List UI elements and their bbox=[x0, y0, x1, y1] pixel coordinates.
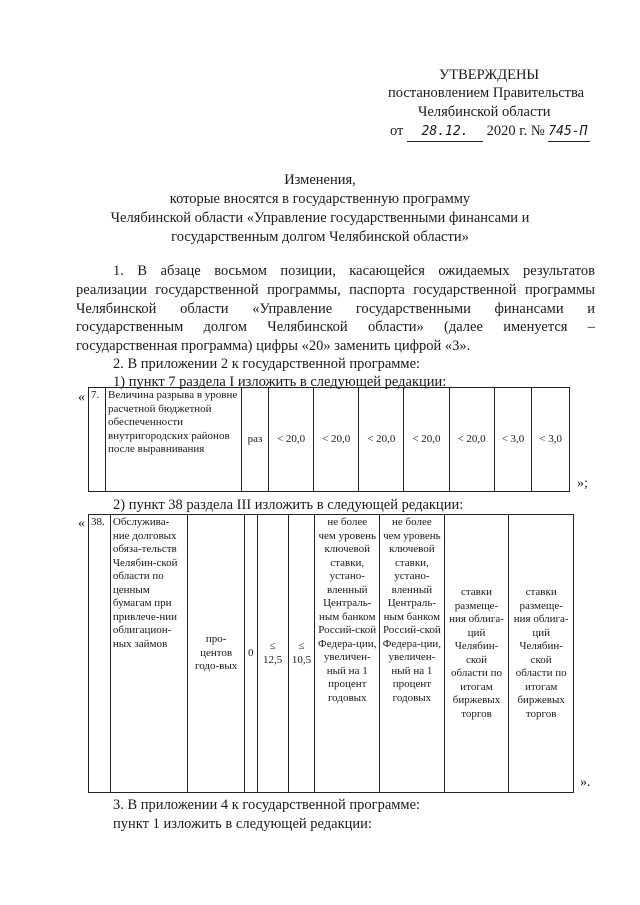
para1-line5: государственная программа) цифры «20» заменить цифрой «3». bbox=[76, 338, 471, 354]
table2-value: ставки размеще-ния облига-ций Челябин-ской области по итогам биржевых торгов bbox=[444, 515, 509, 793]
approval-year: 2020 г. № bbox=[486, 123, 545, 139]
table2-value: не более чем уровень ключевой ставки, устано-вленный Централь-ным банком Россий-ской Федера-ции, увеличен-ный на 1 процент годовых bbox=[315, 515, 380, 793]
table1-num: 7. bbox=[89, 388, 106, 492]
para3: 3. В приложении 4 к государственной программе: bbox=[113, 797, 421, 813]
approval-line-3: Челябинской области bbox=[418, 104, 551, 120]
para2-item1: 1) пункт 7 раздела I изложить в следующей редакции: bbox=[113, 374, 447, 390]
para2-item2: 2) пункт 38 раздела III изложить в следующей редакции: bbox=[113, 497, 464, 513]
table2-open-quote: « bbox=[78, 516, 85, 531]
para2: 2. В приложении 2 к государственной программе: bbox=[113, 356, 421, 372]
table1-name: Величина разрыва в уровне расчетной бюджетной обеспеченности внутригородских районов после выравнивания bbox=[106, 388, 242, 492]
table2-name: Обслужива-ние долговых обяза-тельств Челябин-ской области по ценным бумагам при привлече-нии облигацион-ных займов bbox=[110, 515, 188, 793]
table2-num: 38. bbox=[89, 515, 111, 793]
table2-unit: про-центов годо-вых bbox=[188, 515, 244, 793]
table2-value: ≤ 12,5 bbox=[257, 515, 288, 793]
table2-close: ». bbox=[580, 775, 591, 790]
table2 bbox=[88, 514, 574, 793]
table1-value: < 3,0 bbox=[532, 388, 570, 492]
doc-title-3: Челябинской области «Управление государственными финансами и bbox=[110, 210, 530, 226]
approval-number: 745-П bbox=[548, 122, 590, 142]
table2-value: ставки размеще-ния облига-ций Челябин-ской области по итогам биржевых торгов bbox=[509, 515, 574, 793]
para1-line2: реализации государственной программы, паспорта государственной программы bbox=[76, 282, 595, 298]
para3-item1: пункт 1 изложить в следующей редакции: bbox=[113, 816, 372, 832]
date-prefix: от bbox=[390, 123, 404, 139]
table2-value: 0 bbox=[244, 515, 257, 793]
table1-value: < 3,0 bbox=[494, 388, 532, 492]
approval-date: 28.12. bbox=[407, 122, 483, 142]
para1-line3: Челябинской области «Управление государственными финансами и bbox=[76, 301, 595, 317]
table2-value: ≤ 10,5 bbox=[288, 515, 315, 793]
table1-unit: раз bbox=[242, 388, 269, 492]
table1-value: < 20,0 bbox=[449, 388, 494, 492]
table1-value: < 20,0 bbox=[404, 388, 449, 492]
doc-title-1: Изменения, bbox=[284, 172, 356, 188]
table1-value: < 20,0 bbox=[269, 388, 314, 492]
table1-close: »; bbox=[577, 476, 588, 491]
table1 bbox=[88, 387, 570, 492]
para1-line1: 1. В абзаце восьмом позиции, касающейся ожидаемых результатов bbox=[113, 263, 595, 279]
approval-line-2: постановлением Правительства bbox=[388, 85, 585, 101]
approval-date-line bbox=[390, 122, 590, 142]
table1-open-quote: « bbox=[78, 390, 85, 405]
doc-title-2: которые вносятся в государственную программу bbox=[169, 191, 471, 207]
doc-title-4: государственным долгом Челябинской области» bbox=[171, 229, 469, 245]
table2-value: не более чем уровень ключевой ставки, устано-вленный Централь-ным банком Россий-ской Федера-ции, увеличен-ный на 1 процент годовых bbox=[380, 515, 445, 793]
approval-title: УТВЕРЖДЕНЫ bbox=[439, 67, 540, 83]
table1-value: < 20,0 bbox=[314, 388, 359, 492]
para1-line4: государственным долгом Челябинской области» (далее именуется – bbox=[76, 319, 595, 335]
table1-value: < 20,0 bbox=[359, 388, 404, 492]
